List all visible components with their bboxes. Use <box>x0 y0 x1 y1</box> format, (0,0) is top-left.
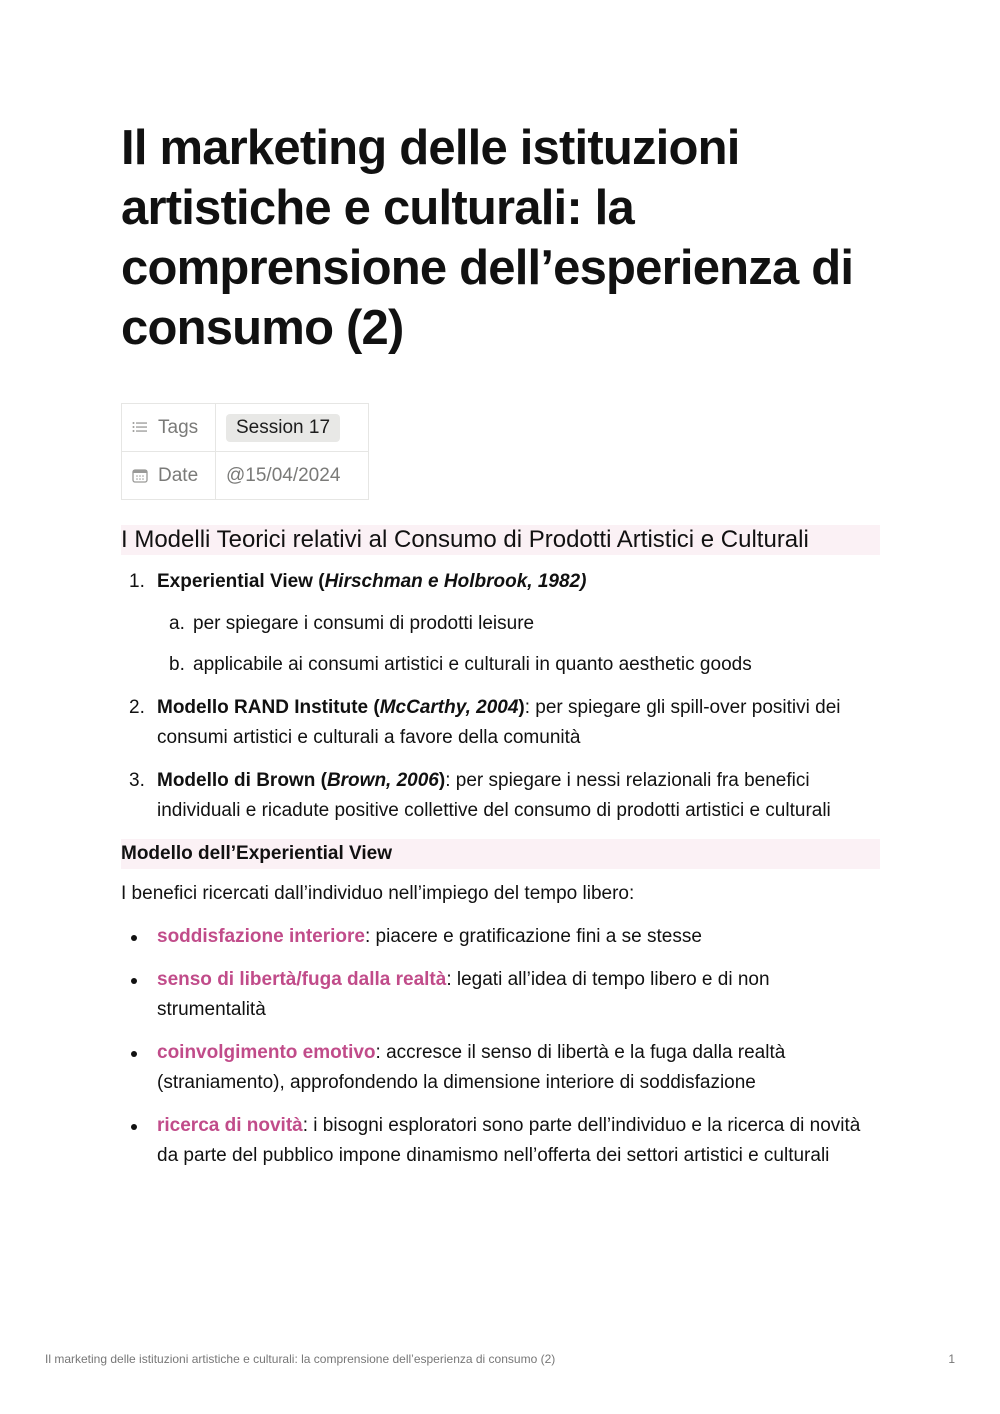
bullet-highlight: coinvolgimento emotivo <box>157 1042 376 1063</box>
bullet-text: : piacere e gratificazione fini a se stesse <box>364 926 702 947</box>
bullet-text: : accresce il senso di libertà e la fuga dalla realtà (straniamento), approfondendo la dimensione interiore di soddisfazione <box>157 1042 786 1093</box>
list-item <box>121 693 880 753</box>
models-list <box>121 567 880 826</box>
benefits-list <box>121 922 880 1171</box>
property-key-tags <box>122 404 216 452</box>
sub-list <box>157 609 880 680</box>
bullet-dot <box>131 935 137 941</box>
footer-title: Il marketing delle istituzioni artistiche e culturali: la comprensione dell’esperienza di consumo (2) <box>45 1352 556 1366</box>
bullet-text: : i bisogni esploratori sono parte dell’individuo e la ricerca di novità da parte del pubblico impone dinamismo nell’offerta dei settori artistici e culturali <box>157 1115 861 1166</box>
sub-item-text: applicabile ai consumi artistici e culturali in quanto aesthetic goods <box>193 654 752 675</box>
item-bold: Modello RAND Institute ( <box>157 697 380 718</box>
item-bold-close: ) <box>438 770 446 791</box>
calendar-icon <box>132 468 150 483</box>
bullet-text: : legati all’idea di tempo libero e di non strumentalità <box>157 969 770 1020</box>
item-citation: Hirschman e Holbrook, 1982) <box>324 571 587 592</box>
sub-list-letter: b. <box>169 654 185 675</box>
sub-list-letter: a. <box>169 613 185 634</box>
list-item <box>121 766 880 826</box>
item-citation: McCarthy, 2004 <box>379 697 519 718</box>
property-value-tags[interactable] <box>216 404 369 452</box>
tags-label: Tags <box>158 416 199 438</box>
bullet-item <box>121 1038 880 1098</box>
sub-list-item <box>157 609 880 639</box>
item-bold-close: ) <box>518 697 525 718</box>
property-row-date <box>122 452 369 500</box>
list-icon <box>132 420 150 434</box>
section-heading-modelli: I Modelli Teorici relativi al Consumo di Prodotti Artistici e Culturali <box>121 525 880 555</box>
list-item <box>121 567 880 680</box>
intro-paragraph: I benefici ricercati dall’individuo nell’impiego del tempo libero: <box>121 883 635 904</box>
list-number: 1. <box>129 571 145 592</box>
bullet-highlight: soddisfazione interiore <box>157 926 365 947</box>
bullet-highlight: senso di libertà/fuga dalla realtà <box>157 969 447 990</box>
page-title: Il marketing delle istituzioni artistiche e culturali: la comprensione dell’esperienza di consumo (2) <box>121 121 854 355</box>
bullet-dot <box>131 1124 137 1130</box>
sub-item-text: per spiegare i consumi di prodotti leisure <box>193 613 535 634</box>
page-footer <box>45 1352 955 1366</box>
tag-badge[interactable]: Session 17 <box>226 414 340 442</box>
date-label: Date <box>158 464 199 486</box>
bullet-item <box>121 965 880 1025</box>
item-text: : per spiegare i nessi relazionali fra benefici individuali e ricadute positive collettive del consumo di prodotti artistici e culturali <box>157 770 831 821</box>
item-bold: Experiential View ( <box>157 571 325 592</box>
property-key-date <box>122 452 216 500</box>
sub-list-item <box>157 650 880 680</box>
properties-table <box>121 403 369 500</box>
section-heading-experiential: Modello dell’Experiential View <box>121 839 880 869</box>
item-citation: Brown, 2006 <box>326 770 439 791</box>
item-bold: Modello di Brown ( <box>157 770 327 791</box>
document-page <box>121 118 880 1184</box>
property-value-date[interactable]: @15/04/2024 <box>216 452 369 500</box>
bullet-item <box>121 922 880 952</box>
list-number: 2. <box>129 697 145 718</box>
property-row-tags <box>122 404 369 452</box>
item-text: : per spiegare gli spill-over positivi dei consumi artistici e culturali a favore della comunità <box>157 697 841 748</box>
list-number: 3. <box>129 770 145 791</box>
bullet-dot <box>131 1051 137 1057</box>
bullet-dot <box>131 978 137 984</box>
bullet-highlight: ricerca di novità <box>157 1115 303 1136</box>
bullet-item <box>121 1111 880 1171</box>
page-number: 1 <box>948 1352 955 1366</box>
